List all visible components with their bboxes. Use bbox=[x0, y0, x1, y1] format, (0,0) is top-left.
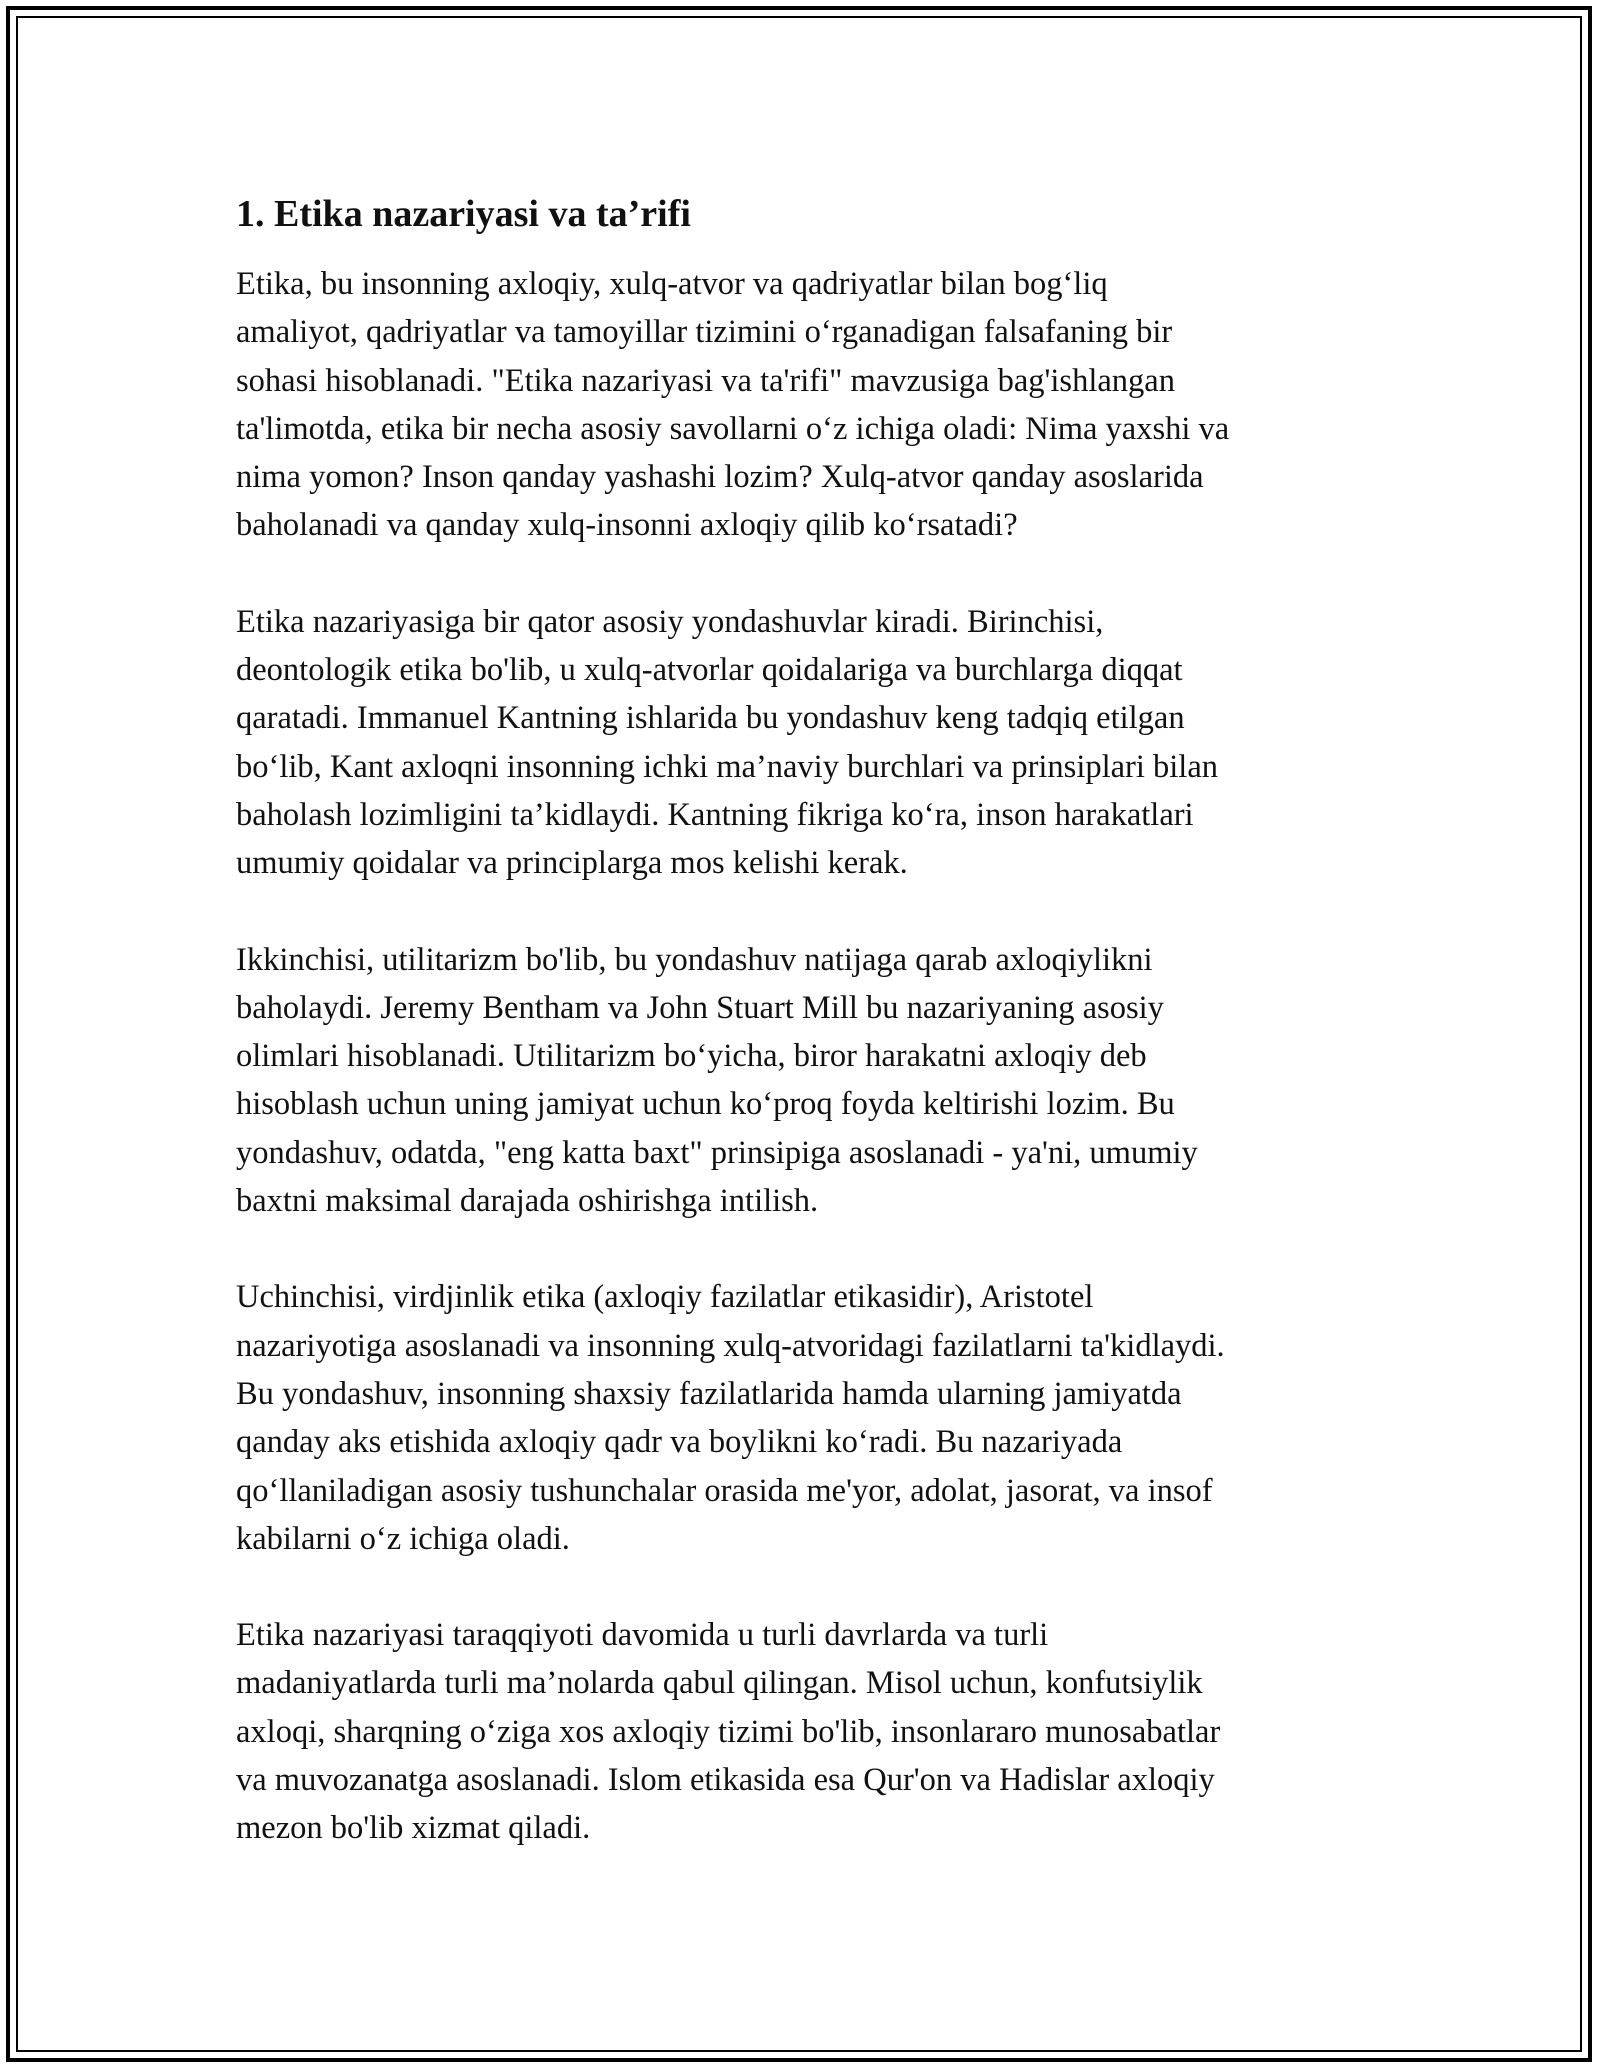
paragraph-line: sohasi hisoblanadi. "Etika nazariyasi va ta'rifi" mavzusiga bag'ishlangan bbox=[236, 362, 1175, 399]
paragraph-line: baholash lozimligini ta’kidlaydi. Kantning fikriga ko‘ra, inson harakatlari bbox=[236, 796, 1194, 833]
paragraph-line: bo‘lib, Kant axloqni insonning ichki ma’naviy burchlari va prinsiplari bilan bbox=[236, 748, 1219, 785]
paragraph-line: qanday aks etishida axloqiy qadr va boylikni ko‘radi. Bu nazariyada bbox=[236, 1424, 1123, 1461]
document-body bbox=[236, 190, 1376, 1901]
paragraph-line: yondashuv, odatda, "eng katta baxt" prinsipiga asoslanadi - ya'ni, umumiy bbox=[236, 1134, 1198, 1171]
paragraph-line: kabilarni o‘z ichiga oladi. bbox=[236, 1520, 570, 1557]
paragraph-line: Etika, bu insonning axloqiy, xulq-atvor va qadriyatlar bilan bog‘liq bbox=[236, 266, 1108, 302]
paragraph-line: baholanadi va qanday xulq-insonni axloqiy qilib ko‘rsatadi? bbox=[236, 507, 1018, 544]
paragraph-line: qaratadi. Immanuel Kantning ishlarida bu yondashuv keng tadqiq etilgan bbox=[236, 700, 1185, 737]
paragraph-line: umumiy qoidalar va principlarga mos kelishi kerak. bbox=[236, 845, 908, 882]
section-heading: 1. Etika nazariyasi va ta’rifi bbox=[236, 193, 691, 235]
paragraph bbox=[236, 598, 1376, 888]
paragraph-line: Etika nazariyasi taraqqiyoti davomida u turli davrlarda va turli bbox=[236, 1617, 1049, 1654]
paragraph bbox=[236, 260, 1376, 550]
paragraph bbox=[236, 1273, 1376, 1563]
paragraph-list bbox=[236, 260, 1376, 1853]
paragraph-line: amaliyot, qadriyatlar va tamoyillar tizimini o‘rganadigan falsafaning bir bbox=[236, 314, 1173, 351]
paragraph-line: Ikkinchisi, utilitarizm bo'lib, bu yondashuv natijaga qarab axloqiylikni bbox=[236, 941, 1153, 978]
paragraph-line: Uchinchisi, virdjinlik etika (axloqiy fazilatlar etikasidir), Aristotel bbox=[236, 1279, 1094, 1316]
paragraph-line: ta'limotda, etika bir necha asosiy savollarni o‘z ichiga oladi: Nima yaxshi va bbox=[236, 410, 1230, 447]
paragraph-line: deontologik etika bo'lib, u xulq-atvorlar qoidalariga va burchlarga diqqat bbox=[236, 652, 1183, 689]
paragraph-line: mezon bo'lib xizmat qiladi. bbox=[236, 1810, 591, 1847]
paragraph-line: nazariyotiga asoslanadi va insonning xulq-atvoridagi fazilatlarni ta'kidlaydi. bbox=[236, 1327, 1225, 1364]
paragraph-line: hisoblash uchun uning jamiyat uchun ko‘proq foyda keltirishi lozim. Bu bbox=[236, 1086, 1175, 1123]
paragraph-line: qo‘llaniladigan asosiy tushunchalar orasida me'yor, adolat, jasorat, va insof bbox=[236, 1472, 1213, 1509]
paragraph bbox=[236, 1611, 1376, 1852]
paragraph-line: nima yomon? Inson qanday yashashi lozim? Xulq-atvor qanday asoslarida bbox=[236, 459, 1204, 496]
paragraph-line: Bu yondashuv, insonning shaxsiy fazilatlarida hamda ularning jamiyatda bbox=[236, 1375, 1182, 1412]
paragraph-line: baxtni maksimal darajada oshirishga intilish. bbox=[236, 1183, 819, 1220]
paragraph-line: madaniyatlarda turli ma’nolarda qabul qilingan. Misol uchun, konfutsiylik bbox=[236, 1665, 1203, 1702]
paragraph-line: axloqi, sharqning o‘ziga xos axloqiy tizimi bo'lib, insonlararo munosabatlar bbox=[236, 1713, 1221, 1750]
paragraph-line: baholaydi. Jeremy Bentham va John Stuart Mill bu nazariyaning asosiy bbox=[236, 989, 1164, 1026]
paragraph-line: Etika nazariyasiga bir qator asosiy yondashuvlar kiradi. Birinchisi, bbox=[236, 603, 1104, 640]
paragraph-line: olimlari hisoblanadi. Utilitarizm bo‘yicha, biror harakatni axloqiy deb bbox=[236, 1038, 1147, 1075]
paragraph bbox=[236, 936, 1376, 1226]
paragraph-line: va muvozanatga asoslanadi. Islom etikasida esa Qur'on va Hadislar axloqiy bbox=[236, 1762, 1215, 1799]
